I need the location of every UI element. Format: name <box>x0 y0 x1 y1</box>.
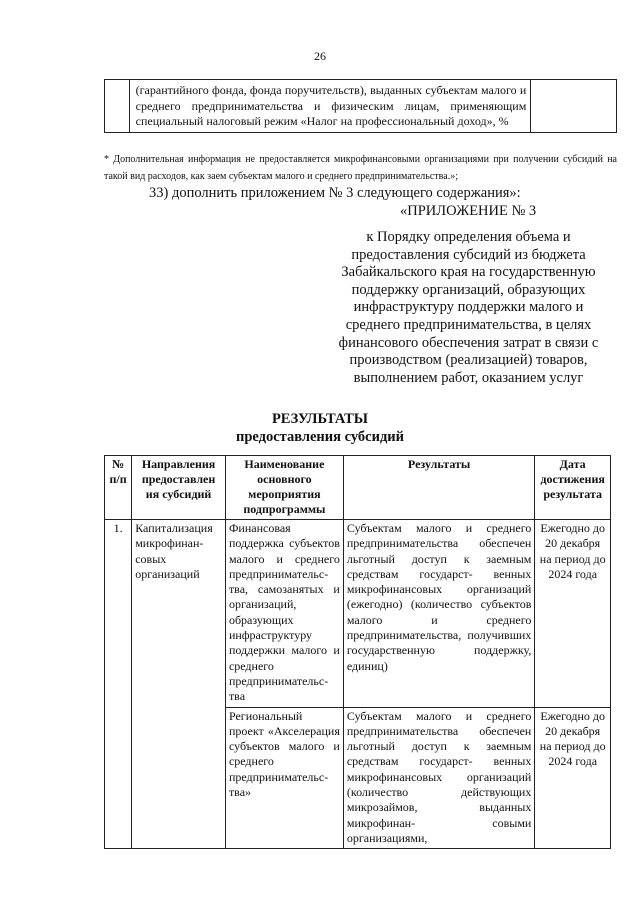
document-title <box>0 410 640 446</box>
table-cell-empty <box>531 80 617 133</box>
table-header-row <box>105 456 611 520</box>
title-line-2: предоставления субсидий <box>235 429 404 445</box>
table-row <box>105 520 611 708</box>
cell-result: Субъектам малого и среднего предпринимательства обеспечен льготный доступ к заемным средствам государст- венных микрофинансовых организаций (ежегодно) (количество субъектов малого и среднего предпринимательства, получивших государственную поддержку, единиц) <box>343 520 535 708</box>
appendix-title: «ПРИЛОЖЕНИЕ № 3 <box>400 203 537 219</box>
header-date: Дата достижения результата <box>535 456 611 520</box>
cell-date: Ежегодно до 20 декабря на период до 2024 года <box>535 520 611 708</box>
header-num: № п/п <box>105 456 132 520</box>
cell-date: Ежегодно до 20 декабря на период до 2024 года <box>535 707 611 849</box>
table-cell-indicator: (гарантийного фонда, фонда поручительств), выданных субъектам малого и среднего предпринимательства и физическим лицам, применяющим специальный налоговый режим «Налог на профессиональный доход», % <box>129 80 531 133</box>
title-line-1: РЕЗУЛЬТАТЫ <box>271 411 369 427</box>
footnote: * Дополнительная информация не предоставляется микрофинансовыми организациями при получении субсидий на такой вид расходов, как заем субъектам малого и среднего предпринимательства.»; <box>104 154 617 182</box>
header-direction: Направления предоставлен ия субсидий <box>132 456 226 520</box>
page-number: 26 <box>314 49 326 63</box>
results-table <box>104 455 611 849</box>
cell-activity: Финансовая поддержка субъектов малого и среднего предпринимательс- тва, самозанятых и организаций, образующих инфраструктуру поддержки малого и среднего предпринимательс- тва <box>225 520 343 708</box>
header-results: Результаты <box>343 456 535 520</box>
cell-direction: Капитализация микрофинан- совых организаций <box>132 520 226 849</box>
table-cell-empty <box>105 80 130 133</box>
appendix-subtitle: к Порядку определения объема и предоставления субсидий из бюджета Забайкальского края на государственную поддержку организаций, образующих инфраструктуру поддержки малого и среднего предпринимательства, в целях финансового обеспечения затрат в связи с производством (реализацией) товаров, выполнением работ, оказанием услуг <box>338 229 599 386</box>
cell-num: 1. <box>105 520 132 849</box>
amendment-text: 33) дополнить приложением № 3 следующего содержания»: <box>149 185 521 201</box>
cell-result: Субъектам малого и среднего предпринимательства обеспечен льготный доступ к заемным средствам государст- венных микрофинансовых организаций (количество действующих микрозаймов, выданных микрофинан- совыми организациями, <box>343 707 535 849</box>
cell-activity: Региональный проект «Акселерация субъектов малого и среднего предпринимательс- тва» <box>225 707 343 849</box>
header-activity: Наименование основного мероприятия подпрограммы <box>225 456 343 520</box>
continuation-table <box>104 79 617 133</box>
table-row <box>105 80 617 133</box>
